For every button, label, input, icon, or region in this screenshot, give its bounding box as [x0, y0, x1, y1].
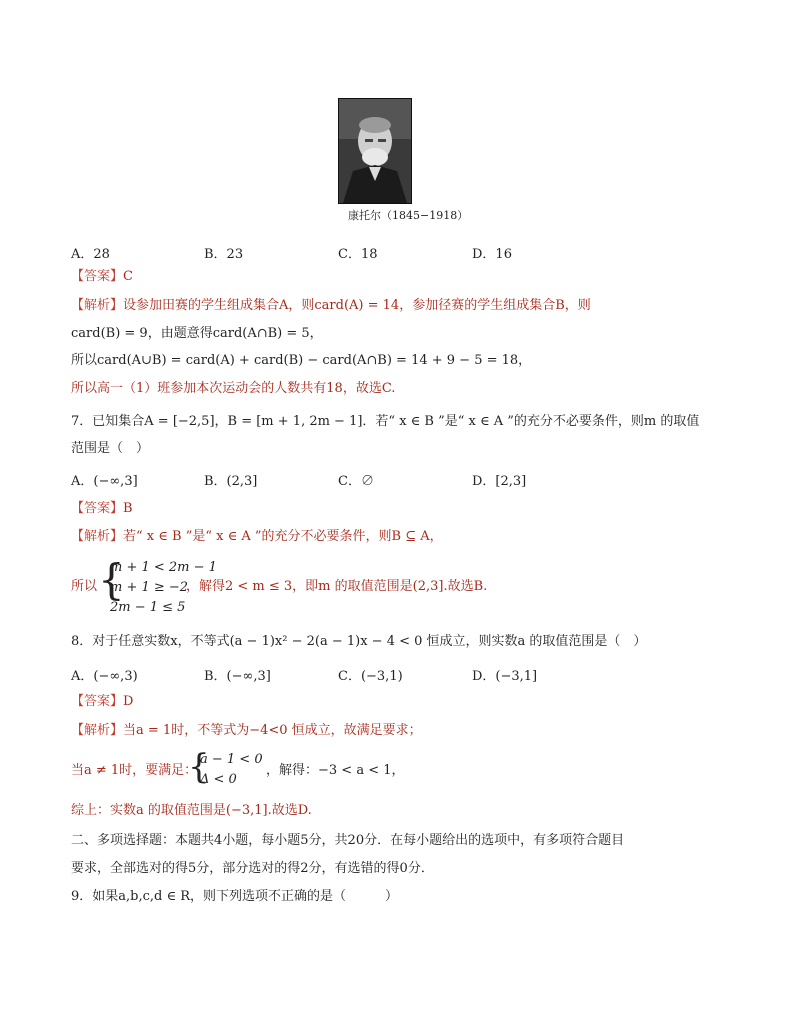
q8-answer-line: [71, 693, 133, 711]
section2-heading-line-1: 二、多项选择题：本题共4小题，每小题5分，共20分．在每小题给出的选项中，有多项符合题目: [71, 833, 625, 848]
answer-value: C: [123, 269, 133, 284]
q7-option-b: B．(2,3]: [204, 474, 258, 489]
section2-heading-line-2: 要求，全部选对的得5分，部分选对的得2分，有选错的得0分．: [71, 861, 434, 876]
portrait-image: [339, 99, 411, 203]
q6-answer-line: [71, 268, 133, 286]
answer-value: B: [123, 501, 133, 516]
q8-option-d: D．(−3,1]: [472, 669, 538, 684]
q7-system-brace: {: [98, 555, 125, 604]
q7-system-prefix: 所以: [71, 579, 98, 594]
q8-option-c: C．(−3,1): [338, 669, 403, 684]
q6-analysis-line-3: 所以card(A∪B) = card(A) + card(B) − card(A∩B) = 14 + 9 − 5 = 18，: [71, 353, 532, 368]
q9-stem: 9．如果a,b,c,d ∈ R，则下列选项不正确的是（ ）: [71, 889, 399, 904]
q6-analysis-line-1: [71, 297, 591, 315]
q6-option-b: B．23: [204, 247, 244, 262]
q7-stem-line-2: 范围是（ ）: [71, 441, 150, 456]
q6-option-c: C．18: [338, 247, 378, 262]
answer-value: D: [123, 694, 134, 709]
q7-answer-line: [71, 500, 133, 518]
q8-summary: 综上：实数a 的取值范围是(−3,1].故选D.: [71, 803, 312, 818]
q6-analysis-line-4: 所以高一（1）班参加本次运动会的人数共有18，故选C.: [71, 381, 396, 396]
analysis-text: 设参加田赛的学生组成集合A，则card(A) = 14，参加径赛的学生组成集合B，则: [123, 298, 591, 313]
q8-stem: 8．对于任意实数x，不等式(a − 1)x² − 2(a − 1)x − 4 < 0 恒成立，则实数a 的取值范围是（ ）: [71, 634, 647, 649]
q7-option-d: D．[2,3]: [472, 474, 527, 489]
analysis-text: 当a = 1时，不等式为−4<0 恒成立，故满足要求；: [123, 723, 422, 738]
q6-option-d: D．16: [472, 247, 512, 262]
q8-system-prefix: 当a ≠ 1时，要满足：: [71, 763, 198, 778]
answer-tag: 【答案】: [71, 501, 124, 516]
answer-tag: 【答案】: [71, 269, 124, 284]
q7-option-a: A．(−∞,3]: [71, 474, 138, 489]
q7-option-c: C．∅: [338, 474, 374, 489]
q8-system-eq-1: a − 1 < 0: [200, 752, 263, 767]
q7-stem-line-1: 7．已知集合A = [−2,5]，B = [m + 1, 2m − 1]．若“ x ∈ B ”是“ x ∈ A ”的充分不必要条件，则m 的取值: [71, 414, 700, 429]
q8-option-b: B．(−∞,3]: [204, 669, 271, 684]
q8-analysis-line-1: [71, 722, 422, 740]
analysis-text: 若“ x ∈ B ”是“ x ∈ A ”的充分不必要条件，则B ⊆ A，: [123, 529, 443, 544]
q7-system-eq-1: m + 1 < 2m − 1: [110, 560, 217, 575]
q6-analysis-line-2: card(B) = 9，由题意得card(A∩B) = 5，: [71, 326, 323, 341]
q8-system-brace: {: [188, 747, 210, 787]
answer-tag: 【答案】: [71, 694, 124, 709]
portrait-photo: [338, 98, 412, 204]
q7-conclusion: ，解得2 < m ≤ 3，即m 的取值范围是(2,3].故选B.: [186, 579, 488, 594]
analysis-tag: 【解析】: [71, 298, 124, 313]
q8-option-a: A．(−∞,3): [71, 669, 138, 684]
q6-option-a: A．28: [71, 247, 110, 262]
analysis-tag: 【解析】: [71, 723, 124, 738]
q8-conclusion: ，解得：−3 < a < 1，: [266, 763, 405, 778]
portrait-caption: 康托尔（1845−1918）: [348, 209, 469, 222]
q8-system-eq-2: Δ < 0: [200, 772, 237, 787]
q7-system-eq-2: m + 1 ≥ −2: [110, 580, 189, 595]
analysis-tag: 【解析】: [71, 529, 124, 544]
q7-system-eq-3: 2m − 1 ≤ 5: [110, 600, 186, 615]
q7-analysis-line-1: [71, 528, 443, 546]
